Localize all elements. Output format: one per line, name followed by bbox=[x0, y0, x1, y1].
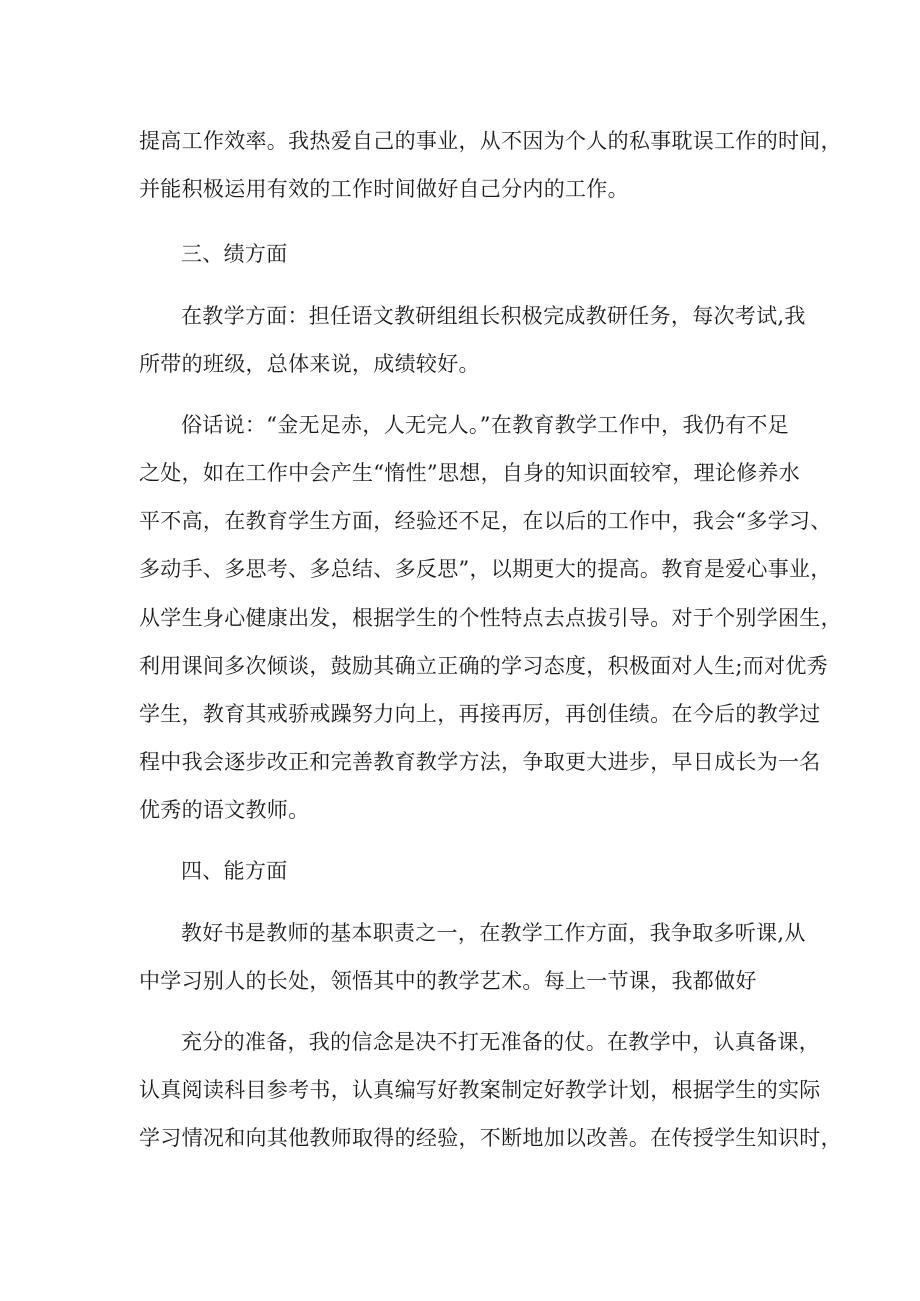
text-line: 并能积极运用有效的工作时间做好自己分内的工作。 bbox=[139, 177, 629, 201]
text-line: 学生，教育其戒骄戒躁努力向上，再接再厉，再创佳绩。在今后的教学过 bbox=[139, 702, 821, 726]
text-line: 平不高，在教育学生方面，经验还不足，在以后的工作中，我会“多学习、 bbox=[139, 509, 832, 533]
section-heading: 三、绩方面 bbox=[181, 242, 288, 266]
section-heading: 四、能方面 bbox=[181, 859, 288, 883]
text-line: 教好书是教师的基本职责之一，在教学工作方面，我争取多听课,从 bbox=[181, 921, 806, 945]
text-line: 学习情况和向其他教师取得的经验，不断地加以改善。在传授学生知识时， bbox=[139, 1126, 842, 1150]
text-line: 俗话说：“金无足赤，人无完人。”在教育教学工作中，我仍有不足 bbox=[181, 413, 789, 437]
text-line: 充分的准备，我的信念是决不打无准备的仗。在教学中，认真备课， bbox=[181, 1030, 820, 1054]
text-line: 程中我会逐步改正和完善教育教学方法，争取更大进步，早日成长为一名 bbox=[139, 750, 821, 774]
text-line: 认真阅读科目参考书，认真编写好教案制定好教学计划，根据学生的实际 bbox=[139, 1078, 821, 1102]
text-line: 所带的班级，总体来说，成绩较好。 bbox=[139, 352, 480, 376]
text-line: 从学生身心健康出发，根据学生的个性特点去点拔引导。对于个别学困生， bbox=[139, 606, 842, 630]
text-line: 在教学方面：担任语文教研组组长积极完成教研任务，每次考试,我 bbox=[181, 304, 806, 328]
text-line: 之处，如在工作中会产生“惰性”思想，自身的知识面较窄，理论修养水 bbox=[139, 461, 801, 485]
text-line: 多动手、多思考、多总结、多反思”，以期更大的提高。教育是爱心事业， bbox=[139, 557, 832, 581]
text-line: 中学习别人的长处，领悟其中的教学艺术。每上一节课，我都做好 bbox=[139, 969, 757, 993]
text-line: 优秀的语文教师。 bbox=[139, 798, 310, 822]
text-line: 提高工作效率。我热爱自己的事业，从不因为个人的私事耽误工作的时间， bbox=[139, 129, 842, 153]
text-line: 利用课间多次倾谈，鼓励其确立正确的学习态度，积极面对人生;而对优秀 bbox=[139, 654, 828, 678]
